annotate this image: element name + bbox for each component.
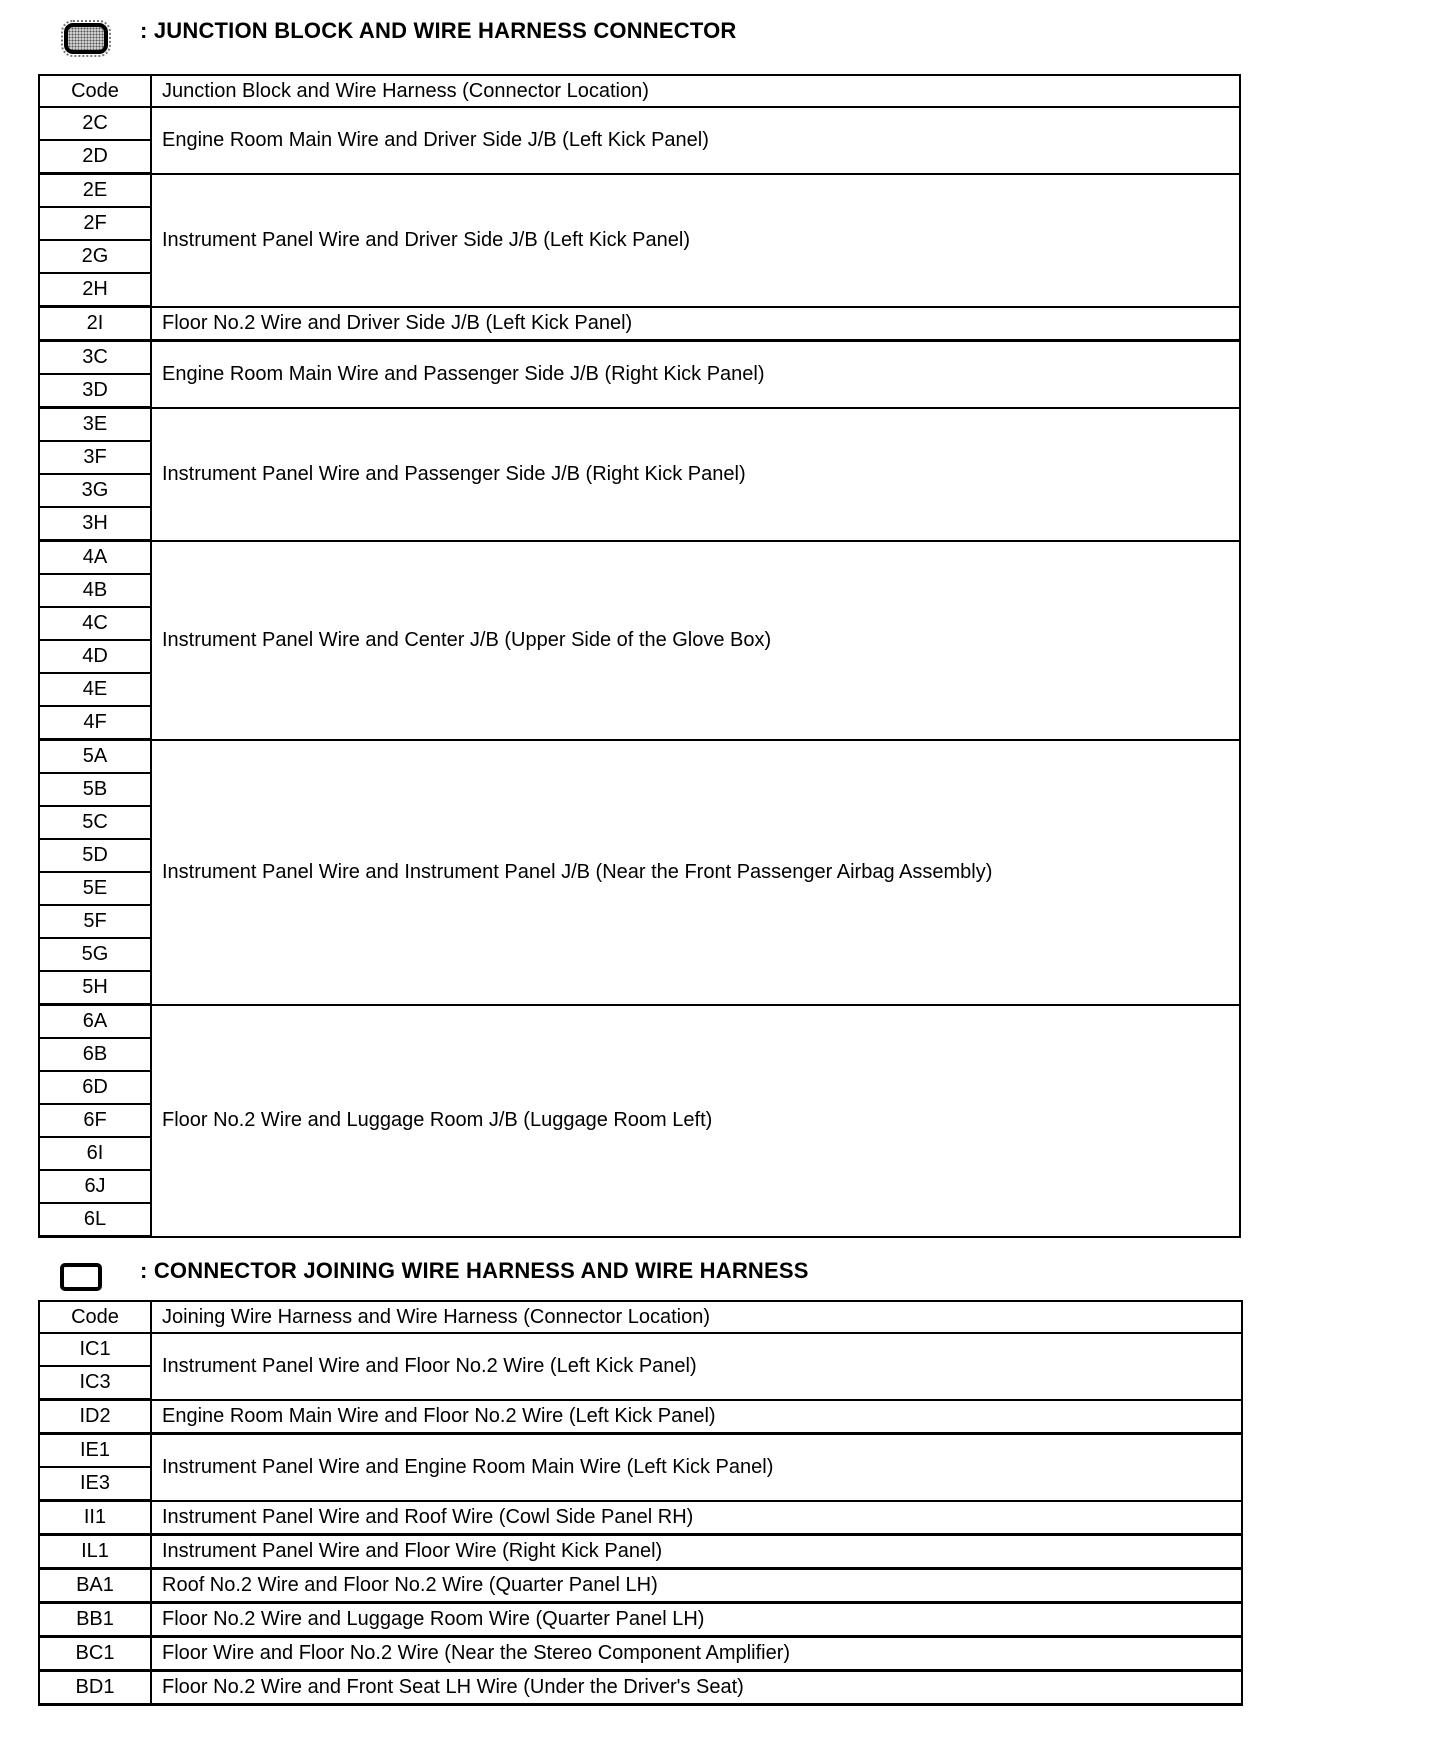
table-row bbox=[39, 107, 1240, 140]
column-header-description: Junction Block and Wire Harness (Connector Location) bbox=[151, 75, 1240, 107]
connector-code: 5E bbox=[39, 872, 151, 905]
connector-code: 6I bbox=[39, 1137, 151, 1170]
connector-location: Floor No.2 Wire and Luggage Room J/B (Luggage Room Left) bbox=[151, 1005, 1240, 1237]
connector-code: BD1 bbox=[39, 1671, 151, 1705]
connector-code: BC1 bbox=[39, 1637, 151, 1671]
connector-code: 4B bbox=[39, 574, 151, 607]
table-row bbox=[39, 740, 1240, 774]
connector-code: 2G bbox=[39, 240, 151, 273]
connector-code: IC1 bbox=[39, 1333, 151, 1366]
connector-code: IE3 bbox=[39, 1467, 151, 1501]
connector-code: 2I bbox=[39, 307, 151, 341]
column-header-code: Code bbox=[39, 1301, 151, 1333]
connector-code: 3D bbox=[39, 374, 151, 408]
junction-block-table bbox=[38, 74, 1241, 1238]
table-header-row bbox=[39, 75, 1240, 107]
table-row bbox=[39, 1400, 1242, 1434]
table-row bbox=[39, 1005, 1240, 1039]
connector-location: Floor No.2 Wire and Luggage Room Wire (Quarter Panel LH) bbox=[151, 1603, 1242, 1637]
table-row bbox=[39, 1434, 1242, 1468]
connector-code: 6L bbox=[39, 1203, 151, 1237]
connector-code: 4D bbox=[39, 640, 151, 673]
connector-code: 3F bbox=[39, 441, 151, 474]
connector-code: 6F bbox=[39, 1104, 151, 1137]
connector-code: BA1 bbox=[39, 1569, 151, 1603]
table-row bbox=[39, 341, 1240, 375]
connector-code: IL1 bbox=[39, 1535, 151, 1569]
connector-location: Roof No.2 Wire and Floor No.2 Wire (Quarter Panel LH) bbox=[151, 1569, 1242, 1603]
connector-joining-table bbox=[38, 1300, 1243, 1706]
connector-code: 3G bbox=[39, 474, 151, 507]
connector-code: 5D bbox=[39, 839, 151, 872]
connector-code: 3E bbox=[39, 408, 151, 442]
connector-code: 4F bbox=[39, 706, 151, 740]
connector-location: Instrument Panel Wire and Roof Wire (Cowl Side Panel RH) bbox=[151, 1501, 1242, 1535]
connector-code: 2D bbox=[39, 140, 151, 174]
connector-code: 6B bbox=[39, 1038, 151, 1071]
connector-code: 3H bbox=[39, 507, 151, 541]
connector-code: 5G bbox=[39, 938, 151, 971]
connector-location: Floor Wire and Floor No.2 Wire (Near the Stereo Component Amplifier) bbox=[151, 1637, 1242, 1671]
connector-code: 5H bbox=[39, 971, 151, 1005]
connector-location: Floor No.2 Wire and Front Seat LH Wire (Under the Driver's Seat) bbox=[151, 1671, 1242, 1705]
connector-code: IC3 bbox=[39, 1366, 151, 1400]
table-row bbox=[39, 1603, 1242, 1637]
connector-location: Instrument Panel Wire and Center J/B (Upper Side of the Glove Box) bbox=[151, 541, 1240, 740]
connector-code: 2H bbox=[39, 273, 151, 307]
section-title-connector-joining: : CONNECTOR JOINING WIRE HARNESS AND WIRE HARNESS bbox=[140, 1258, 809, 1283]
connector-code: 5A bbox=[39, 740, 151, 774]
table-row bbox=[39, 541, 1240, 575]
table-row bbox=[39, 1535, 1242, 1569]
connector-code: 4E bbox=[39, 673, 151, 706]
table-row bbox=[39, 1569, 1242, 1603]
column-header-description: Joining Wire Harness and Wire Harness (Connector Location) bbox=[151, 1301, 1242, 1333]
connector-code: 5F bbox=[39, 905, 151, 938]
junction-block-symbol-icon bbox=[64, 23, 108, 54]
connector-location: Instrument Panel Wire and Floor No.2 Wire (Left Kick Panel) bbox=[151, 1333, 1242, 1400]
connector-location: Instrument Panel Wire and Instrument Panel J/B (Near the Front Passenger Airbag Assembly) bbox=[151, 740, 1240, 1005]
connector-code: 6A bbox=[39, 1005, 151, 1039]
connector-location: Floor No.2 Wire and Driver Side J/B (Left Kick Panel) bbox=[151, 307, 1240, 341]
connector-code: 5B bbox=[39, 773, 151, 806]
connector-location: Engine Room Main Wire and Floor No.2 Wire (Left Kick Panel) bbox=[151, 1400, 1242, 1434]
table-header-row bbox=[39, 1301, 1242, 1333]
connector-code: 6D bbox=[39, 1071, 151, 1104]
connector-symbol-icon bbox=[60, 1263, 102, 1291]
table-row bbox=[39, 307, 1240, 341]
column-header-code: Code bbox=[39, 75, 151, 107]
section-title-junction-block: : JUNCTION BLOCK AND WIRE HARNESS CONNECTOR bbox=[140, 18, 737, 43]
connector-code: 4A bbox=[39, 541, 151, 575]
connector-location: Instrument Panel Wire and Passenger Side J/B (Right Kick Panel) bbox=[151, 408, 1240, 541]
table-row bbox=[39, 1671, 1242, 1705]
connector-code: IE1 bbox=[39, 1434, 151, 1468]
table-row bbox=[39, 1501, 1242, 1535]
table-row bbox=[39, 174, 1240, 208]
connector-code: 5C bbox=[39, 806, 151, 839]
table-row bbox=[39, 1637, 1242, 1671]
connector-code: ID2 bbox=[39, 1400, 151, 1434]
connector-code: 4C bbox=[39, 607, 151, 640]
connector-code: 3C bbox=[39, 341, 151, 375]
table-row bbox=[39, 1333, 1242, 1366]
connector-location: Instrument Panel Wire and Floor Wire (Right Kick Panel) bbox=[151, 1535, 1242, 1569]
connector-code: 2C bbox=[39, 107, 151, 140]
connector-code: 2F bbox=[39, 207, 151, 240]
connector-code: BB1 bbox=[39, 1603, 151, 1637]
connector-code: 6J bbox=[39, 1170, 151, 1203]
connector-location: Instrument Panel Wire and Engine Room Main Wire (Left Kick Panel) bbox=[151, 1434, 1242, 1501]
connector-location: Engine Room Main Wire and Passenger Side J/B (Right Kick Panel) bbox=[151, 341, 1240, 408]
table-row bbox=[39, 408, 1240, 442]
connector-code: 2E bbox=[39, 174, 151, 208]
connector-location: Engine Room Main Wire and Driver Side J/B (Left Kick Panel) bbox=[151, 107, 1240, 174]
connector-location: Instrument Panel Wire and Driver Side J/B (Left Kick Panel) bbox=[151, 174, 1240, 307]
connector-code: II1 bbox=[39, 1501, 151, 1535]
